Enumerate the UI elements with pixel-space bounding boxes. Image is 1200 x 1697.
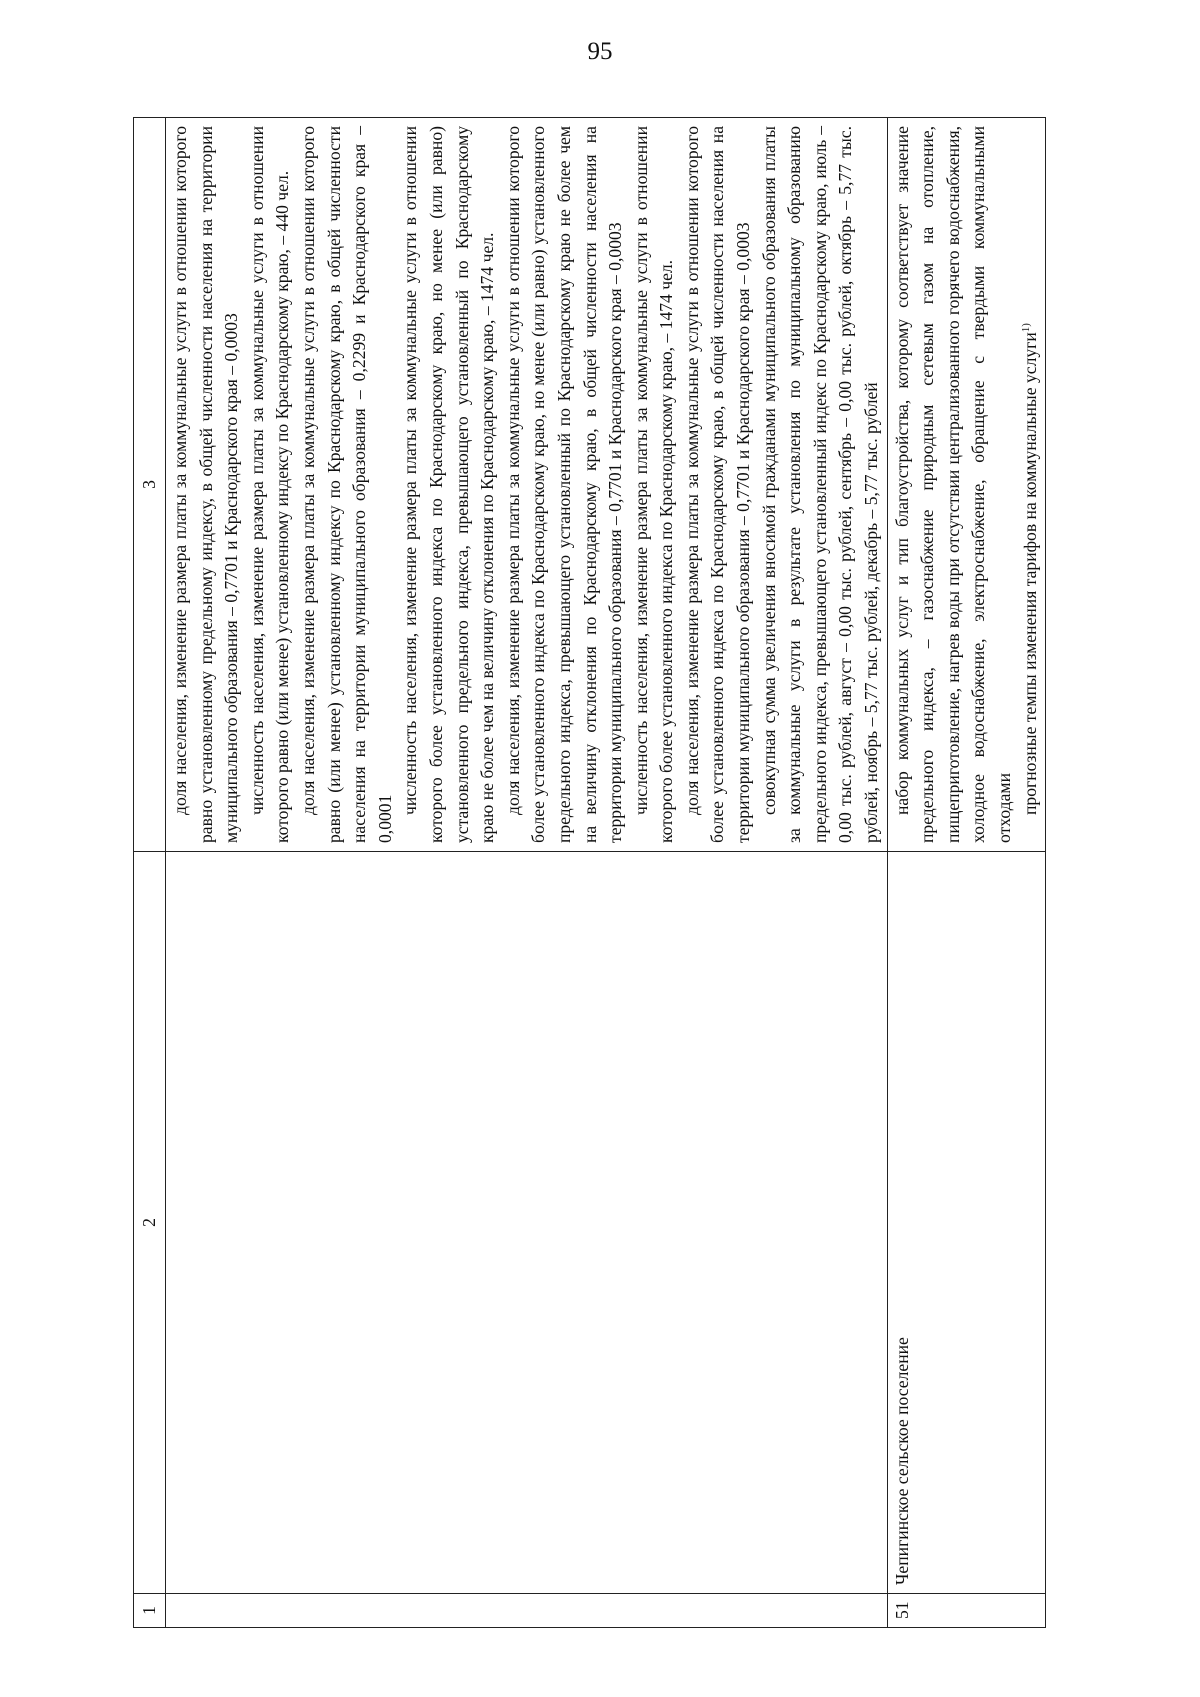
row-indicators-cell xyxy=(887,118,1046,852)
page-number: 95 xyxy=(587,38,613,65)
tariff-forecast-text: прогнозные темпы изменения тарифов на коммунальные услуги xyxy=(1019,332,1040,815)
row-indicators-cell xyxy=(166,118,888,852)
indicator-paragraph: доля населения, изменение размера платы за коммунальные услуги в отношении которого равно (или менее) установленному индексу по Краснодарскому краю, в общей численности населения на территории муниципального образования – 0,2299 и Краснодарского края – 0,0001 xyxy=(297,126,395,843)
indicator-paragraph: доля населения, изменение размера платы за коммунальные услуги в отношении которого более установленного индекса по Краснодарскому краю, в общей численности населения на территории муниципального образования – 0,7701 и Краснодарского края – 0,0003 xyxy=(681,126,754,843)
indicator-paragraph: доля населения, изменение размера платы за коммунальные услуги в отношении которого более установленного индекса по Краснодарскому краю, но менее (или равно) установленного предельного индекса, превышающего установленный по Краснодарскому краю не более чем на величину отклонения по Краснодарскому краю, в общей численности населения на территории муниципального образования – 0,7701 и Краснодарского края – 0,0003 xyxy=(502,126,626,843)
indicator-paragraph xyxy=(1018,126,1044,843)
row-number-cell: 51 xyxy=(887,1594,1046,1628)
header-col-1: 1 xyxy=(134,1594,166,1628)
table-header-row xyxy=(134,118,166,1628)
rotated-table-frame xyxy=(133,118,1040,1628)
row-name-cell: Чепигинское сельское поселение xyxy=(887,852,1046,1594)
indicator-paragraph: численность населения, изменение размера платы за коммунальные услуги в отношении которого равно (или менее) установленному индексу по Краснодарскому краю, – 440 чел. xyxy=(246,126,293,843)
row-number-cell xyxy=(166,1594,888,1628)
indicator-paragraph: численность населения, изменение размера платы за коммунальные услуги в отношении которого более установленного индекса по Краснодарскому краю, но менее (или равно) установленного предельного индекса, превышающего установленный по Краснодарскому краю не более чем на величину отклонения по Краснодарскому краю, – 1474 чел. xyxy=(400,126,498,843)
indicator-paragraph: совокупная сумма увеличения вносимой гражданами муниципального образования платы за коммунальные услуги в результате установления по муниципальному образованию предельного индекса, превышающего установленный индекс по Краснодарскому краю, июль – 0,00 тыс. рублей, август – 0,00 тыс. рублей, сентябрь – 0,00 тыс. рублей, октябрь – 5,77 тыс. рублей, ноябрь – 5,77 тыс. рублей, декабрь – 5,77 тыс. рублей xyxy=(758,126,882,843)
indicator-paragraph: доля населения, изменение размера платы за коммунальные услуги в отношении которого равно установленному предельному индексу, в общей численности населения на территории муниципального образования – 0,7701 и Краснодарского края – 0,0003 xyxy=(170,126,242,843)
indicator-paragraph: набор коммунальных услуг и тип благоустройства, которому соответствует значение предельного индекса, – газоснабжение природным сетевым газом на отопление, пищеприготовление, нагрев воды при отсутствии централизованного горячего водоснабжения, холодное водоснабжение, электроснабжение, обращение с твердыми коммунальными отходами xyxy=(891,126,1014,843)
data-table xyxy=(133,117,1046,1628)
rotated-table-content xyxy=(133,118,1040,1628)
footnote-mark: 1) xyxy=(1019,323,1032,333)
row-name-cell xyxy=(166,852,888,1594)
header-col-2: 2 xyxy=(134,852,166,1594)
table-row-51 xyxy=(887,118,1046,1628)
indicator-paragraph: численность населения, изменение размера платы за коммунальные услуги в отношении которого более установленного индекса по Краснодарскому краю, – 1474 чел. xyxy=(630,126,677,843)
header-col-3: 3 xyxy=(134,118,166,852)
table-row-continuation xyxy=(166,118,888,1628)
